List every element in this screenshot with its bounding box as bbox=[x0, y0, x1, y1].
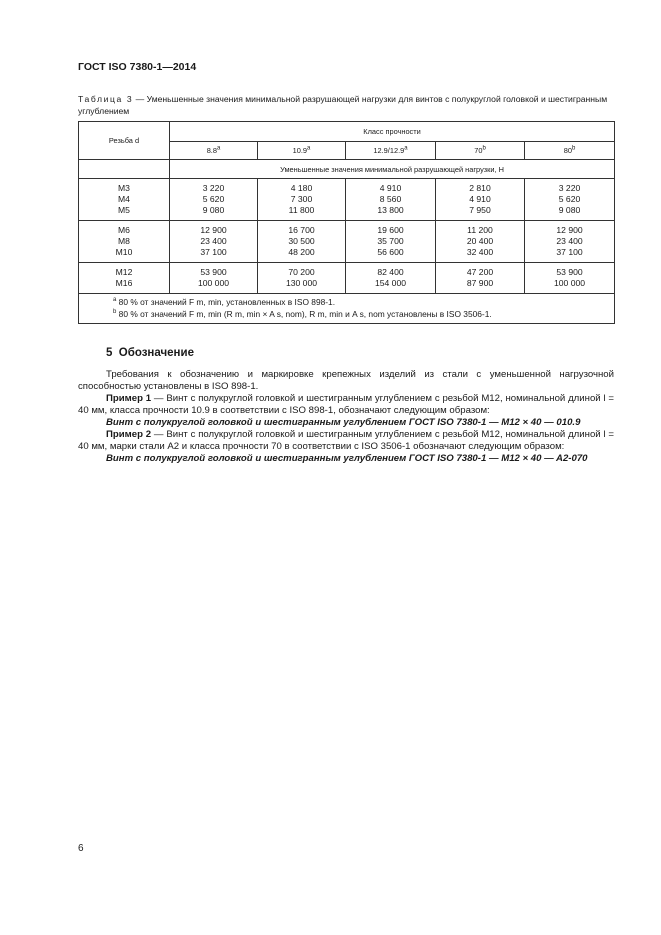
empty-cell bbox=[79, 160, 170, 179]
table-row-group-2 bbox=[79, 221, 615, 263]
reduced-load-table bbox=[78, 121, 615, 324]
units-subheader: Уменьшенные значения минимальной разрушающей нагрузки, Н bbox=[170, 160, 615, 179]
thread-cell: M6 M8 M10 bbox=[79, 221, 170, 263]
value-cell: 12 900 23 400 37 100 bbox=[525, 221, 615, 263]
table-footnotes bbox=[79, 294, 615, 324]
table-row-group-1 bbox=[79, 179, 615, 221]
value-cell: 11 200 20 400 32 400 bbox=[436, 221, 525, 263]
value-cell: 12 900 23 400 37 100 bbox=[170, 221, 258, 263]
class-cell: 70$^b$ bbox=[436, 142, 525, 160]
table-row-group-3 bbox=[79, 263, 615, 294]
intro-paragraph: Требования к обозначению и маркировке крепежных изделий из стали с уменьшенной нагрузочной способностью установлены в ISO 898-1. bbox=[78, 369, 614, 392]
table-title: Уменьшенные значения минимальной разрушающей нагрузки для винтов с полукруглой головкой и шестигранным углублением bbox=[78, 94, 608, 116]
running-header: ГОСТ ISO 7380-1—2014 bbox=[78, 61, 197, 73]
class-cell: 10.9$^a$ bbox=[258, 142, 346, 160]
value-cell: 3 220 5 620 9 080 bbox=[170, 179, 258, 221]
thread-cell: M12 M16 bbox=[79, 263, 170, 294]
example-1-designation: Винт с полукруглой головкой и шестигранным углублением ГОСТ ISO 7380-1 — M12 × 40 — 010.9 bbox=[106, 417, 581, 428]
footnote-a: $^a$ 80 % от значений F m, min, установленных в ISO 898-1. bbox=[113, 297, 336, 307]
value-cell: 70 200 130 000 bbox=[258, 263, 346, 294]
value-cell: 47 200 87 900 bbox=[436, 263, 525, 294]
page-number: 6 bbox=[78, 843, 84, 854]
table-label: Таблица 3 bbox=[78, 94, 134, 104]
class-cell: 80$^b$ bbox=[525, 142, 615, 160]
value-cell: 82 400 154 000 bbox=[346, 263, 436, 294]
value-cell: 53 900 100 000 bbox=[525, 263, 615, 294]
value-cell: 3 220 5 620 9 080 bbox=[525, 179, 615, 221]
table-caption bbox=[78, 94, 614, 117]
thread-cell: M3 M4 M5 bbox=[79, 179, 170, 221]
value-cell: 19 600 35 700 56 600 bbox=[346, 221, 436, 263]
section-heading: 5 Обозначение bbox=[106, 347, 194, 359]
thread-header: Резьба d bbox=[79, 122, 170, 160]
table-caption-dash: — bbox=[133, 94, 147, 104]
section-body bbox=[78, 369, 614, 465]
strength-class-header: Класс прочности bbox=[170, 122, 615, 142]
footnote-b: $^b$ 80 % от значений F m, min (R m, min × A s, nom), R m, min и A s, nom установлены в ISO 3506-1. bbox=[113, 308, 492, 319]
value-cell: 53 900 100 000 bbox=[170, 263, 258, 294]
value-cell: 2 810 4 910 7 950 bbox=[436, 179, 525, 221]
class-cell: 8.8$^a$ bbox=[170, 142, 258, 160]
value-cell: 16 700 30 500 48 200 bbox=[258, 221, 346, 263]
example-1: Пример 1 — Винт с полукруглой головкой и шестигранным углублением с резьбой М12, номинальной длиной l = 40 мм, класса прочности 10.9 в соответствии с ISO 898-1, обозначают следующим образом: bbox=[78, 393, 615, 416]
class-cell: 12.9/12.9$^a$ bbox=[346, 142, 436, 160]
example-2: Пример 2 — Винт с полукруглой головкой и шестигранным углублением с резьбой М12, номинальной длиной l = 40 мм, марки стали А2 и класса прочности 70 в соответствии с ISO 3506-1 обозначают следующим образом: bbox=[78, 429, 615, 452]
value-cell: 4 910 8 560 13 800 bbox=[346, 179, 436, 221]
example-2-designation: Винт с полукруглой головкой и шестигранным углублением ГОСТ ISO 7380-1 — M12 × 40 — A2-070 bbox=[106, 453, 588, 464]
value-cell: 4 180 7 300 11 800 bbox=[258, 179, 346, 221]
